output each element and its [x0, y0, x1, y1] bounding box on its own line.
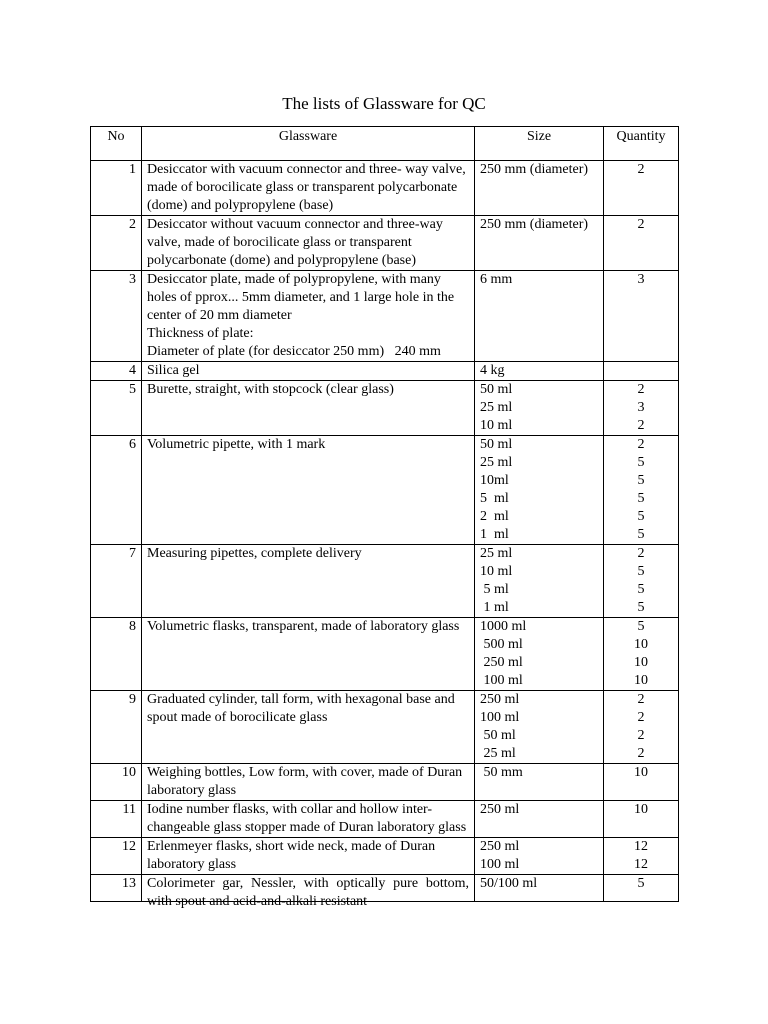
cell-quantity [604, 216, 679, 271]
size-value: 500 ml [480, 637, 523, 652]
cell-size [475, 801, 604, 838]
cell-glassware [142, 764, 475, 801]
glassware-description: Volumetric flasks, transparent, made of laboratory glass [147, 619, 460, 634]
size-value: 5 ml [480, 582, 509, 597]
cell-glassware [142, 436, 475, 545]
cell-no: 9 [91, 691, 142, 764]
cell-quantity [604, 362, 679, 381]
glassware-description: Colorimeter gar, Nessler, with optically pure bottom, with spout and acid-and-alkali resistant [147, 876, 469, 909]
size-value: 10ml [480, 473, 509, 488]
size-value: 100 ml [480, 673, 523, 688]
quantity-value: 2 [637, 710, 645, 725]
glassware-description: Weighing bottles, Low form, with cover, made of Duran laboratory glass [147, 765, 463, 798]
cell-glassware [142, 618, 475, 691]
size-value: 6 mm [480, 272, 513, 287]
quantity-value: 2 [637, 217, 645, 232]
quantity-value: 10 [634, 637, 648, 652]
quantity-value: 10 [634, 655, 648, 670]
quantity-value: 10 [634, 765, 648, 780]
size-value: 250 mm (diameter) [480, 217, 589, 232]
quantity-value: 2 [637, 746, 645, 761]
cell-quantity [604, 838, 679, 875]
cell-size [475, 216, 604, 271]
quantity-value: 5 [637, 582, 645, 597]
cell-no: 5 [91, 381, 142, 436]
size-value: 250 mm (diameter) [480, 162, 589, 177]
cell-size [475, 161, 604, 216]
cell-glassware [142, 216, 475, 271]
quantity-value: 12 [634, 839, 648, 854]
quantity-value: 3 [637, 400, 645, 415]
cell-no: 8 [91, 618, 142, 691]
size-value: 250 ml [480, 692, 520, 707]
quantity-value: 5 [637, 509, 645, 524]
cell-size [475, 875, 604, 902]
table-row [91, 436, 679, 545]
glassware-extra-line: Diameter of plate (for desiccator 250 mm) 240 mm [147, 344, 441, 359]
glassware-description: Desiccator with vacuum connector and three- way valve, made of borocilicate glass or transparent polycarbonate (dome) and polypropylene (base) [147, 162, 466, 213]
size-value: 50/100 ml [480, 876, 538, 891]
quantity-value: 2 [637, 418, 645, 433]
cell-glassware [142, 271, 475, 362]
size-value: 50 ml [480, 728, 516, 743]
cell-no: 13 [91, 875, 142, 902]
quantity-value: 5 [637, 455, 645, 470]
quantity-value: 12 [634, 857, 648, 872]
cell-size [475, 764, 604, 801]
cell-glassware [142, 161, 475, 216]
size-value: 25 ml [480, 546, 513, 561]
cell-no: 1 [91, 161, 142, 216]
table-row [91, 838, 679, 875]
cell-no: 7 [91, 545, 142, 618]
cell-no: 12 [91, 838, 142, 875]
header-quantity: Quantity [604, 127, 679, 161]
table-row [91, 381, 679, 436]
size-value: 100 ml [480, 857, 520, 872]
cell-size [475, 691, 604, 764]
size-value: 100 ml [480, 710, 520, 725]
glassware-description: Erlenmeyer flasks, short wide neck, made of Duran laboratory glass [147, 839, 436, 872]
cell-size [475, 271, 604, 362]
quantity-value: 10 [634, 802, 648, 817]
cell-quantity [604, 691, 679, 764]
size-value: 50 ml [480, 382, 513, 397]
size-value: 1 ml [480, 600, 509, 615]
cell-quantity [604, 618, 679, 691]
table-row [91, 801, 679, 838]
table-row [91, 161, 679, 216]
table-row [91, 691, 679, 764]
glassware-extra-line: Thickness of plate: [147, 326, 254, 341]
glassware-description: Iodine number flasks, with collar and hollow inter-changeable glass stopper made of Duran laboratory glass [147, 802, 467, 835]
cell-size [475, 545, 604, 618]
cell-quantity [604, 271, 679, 362]
table-row [91, 618, 679, 691]
cell-glassware [142, 545, 475, 618]
quantity-value: 2 [637, 692, 645, 707]
quantity-value: 5 [637, 619, 645, 634]
size-value: 1000 ml [480, 619, 527, 634]
size-value: 50 mm [480, 765, 523, 780]
size-value: 2 ml [480, 509, 509, 524]
glassware-description: Silica gel [147, 363, 200, 378]
size-value: 5 ml [480, 491, 509, 506]
table-row [91, 216, 679, 271]
cell-no: 10 [91, 764, 142, 801]
size-value: 25 ml [480, 746, 516, 761]
table-row [91, 362, 679, 381]
size-value: 1 ml [480, 527, 509, 542]
cell-glassware [142, 362, 475, 381]
size-value: 10 ml [480, 418, 513, 433]
glassware-description: Desiccator plate, made of polypropylene, with many holes of pprox... 5mm diameter, and 1 large hole in the center of 20 mm diameter [147, 272, 455, 323]
cell-size [475, 381, 604, 436]
quantity-value: 5 [637, 473, 645, 488]
quantity-value: 5 [637, 876, 645, 891]
quantity-value: 3 [637, 272, 645, 287]
cell-no: 3 [91, 271, 142, 362]
quantity-value: 2 [637, 162, 645, 177]
cell-glassware [142, 838, 475, 875]
header-no: No [91, 127, 142, 161]
cell-glassware [142, 691, 475, 764]
cell-quantity [604, 764, 679, 801]
quantity-value: 5 [637, 600, 645, 615]
table-header-row [91, 127, 679, 161]
cell-quantity [604, 436, 679, 545]
cell-no: 6 [91, 436, 142, 545]
cell-quantity [604, 161, 679, 216]
cell-size [475, 436, 604, 545]
cell-quantity [604, 875, 679, 902]
header-glassware: Glassware [142, 127, 475, 161]
quantity-value: 5 [637, 491, 645, 506]
quantity-value: 5 [637, 527, 645, 542]
table-row [91, 764, 679, 801]
size-value: 4 kg [480, 363, 505, 378]
size-value: 250 ml [480, 839, 520, 854]
glassware-description: Desiccator without vacuum connector and three-way valve, made of borocilicate glass or transparent polycarbonate (dome) and polypropylene (base) [147, 217, 443, 268]
size-value: 25 ml [480, 455, 513, 470]
page-title: The lists of Glassware for QC [282, 94, 486, 113]
glassware-description: Measuring pipettes, complete delivery [147, 546, 362, 561]
size-value: 250 ml [480, 802, 520, 817]
table-row [91, 875, 679, 902]
size-value: 10 ml [480, 564, 513, 579]
quantity-value: 5 [637, 564, 645, 579]
table-row [91, 545, 679, 618]
cell-size [475, 838, 604, 875]
header-size: Size [475, 127, 604, 161]
glassware-table [90, 126, 679, 909]
quantity-value: 2 [637, 437, 645, 452]
table-body [91, 161, 679, 909]
cell-no: 11 [91, 801, 142, 838]
size-value: 250 ml [480, 655, 523, 670]
table-row [91, 271, 679, 362]
cell-no: 4 [91, 362, 142, 381]
quantity-value: 2 [637, 382, 645, 397]
size-value: 50 ml [480, 437, 513, 452]
cell-quantity [604, 801, 679, 838]
glassware-description: Volumetric pipette, with 1 mark [147, 437, 326, 452]
cell-glassware [142, 801, 475, 838]
cell-glassware [142, 381, 475, 436]
glassware-description: Burette, straight, with stopcock (clear glass) [147, 382, 394, 397]
quantity-value: 2 [637, 546, 645, 561]
glassware-description: Graduated cylinder, tall form, with hexagonal base and spout made of borocilicate glass [147, 692, 455, 725]
cell-size [475, 362, 604, 381]
cell-quantity [604, 545, 679, 618]
cell-no: 2 [91, 216, 142, 271]
quantity-value: 10 [634, 673, 648, 688]
size-value: 25 ml [480, 400, 513, 415]
cell-size [475, 618, 604, 691]
cell-quantity [604, 381, 679, 436]
cell-glassware [142, 875, 475, 909]
quantity-value: 2 [637, 728, 645, 743]
